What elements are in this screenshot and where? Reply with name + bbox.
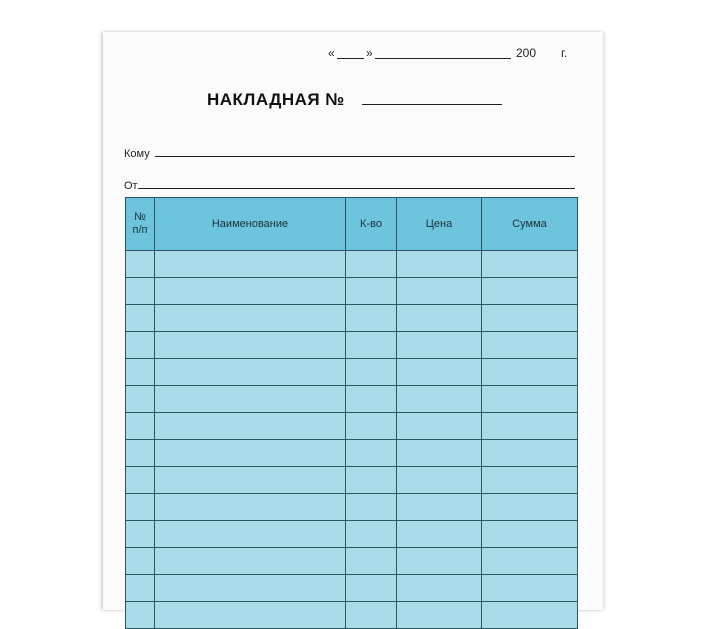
table-row [126, 467, 578, 494]
table-cell[interactable] [397, 251, 482, 278]
table-cell[interactable] [482, 305, 578, 332]
table-header-row [126, 198, 578, 251]
table-cell[interactable] [346, 278, 397, 305]
table-cell[interactable] [346, 602, 397, 629]
col-header-quantity [346, 198, 397, 251]
table-cell[interactable] [482, 467, 578, 494]
table-row [126, 305, 578, 332]
table-cell[interactable] [482, 386, 578, 413]
invoice-form-page [103, 32, 603, 610]
table-cell[interactable] [397, 467, 482, 494]
table-cell[interactable] [346, 521, 397, 548]
table-cell[interactable] [482, 440, 578, 467]
col-header-name-label: Наименование [211, 217, 289, 230]
table-cell[interactable] [126, 278, 155, 305]
table-cell[interactable] [155, 602, 346, 629]
table-cell[interactable] [482, 278, 578, 305]
table-cell[interactable] [482, 359, 578, 386]
table-cell[interactable] [346, 440, 397, 467]
table-cell[interactable] [397, 440, 482, 467]
table-cell[interactable] [155, 575, 346, 602]
table-cell[interactable] [155, 413, 346, 440]
table-cell[interactable] [397, 332, 482, 359]
table-cell[interactable] [346, 359, 397, 386]
table-cell[interactable] [126, 359, 155, 386]
table-row [126, 359, 578, 386]
table-row [126, 548, 578, 575]
table-cell[interactable] [155, 332, 346, 359]
table-cell[interactable] [482, 521, 578, 548]
table-cell[interactable] [346, 332, 397, 359]
from-field-line[interactable] [138, 188, 575, 189]
table-cell[interactable] [126, 494, 155, 521]
table-cell[interactable] [126, 548, 155, 575]
date-quote-close: » [366, 46, 373, 60]
table-row [126, 251, 578, 278]
table-cell[interactable] [155, 278, 346, 305]
table-row [126, 602, 578, 629]
table-cell[interactable] [126, 575, 155, 602]
table-cell[interactable] [346, 467, 397, 494]
table-body [126, 251, 578, 629]
date-row [103, 46, 603, 64]
table-cell[interactable] [482, 413, 578, 440]
table-cell[interactable] [397, 575, 482, 602]
table-cell[interactable] [155, 305, 346, 332]
table-cell[interactable] [346, 494, 397, 521]
table-cell[interactable] [482, 548, 578, 575]
table-cell[interactable] [482, 494, 578, 521]
table-row [126, 440, 578, 467]
table-cell[interactable] [126, 332, 155, 359]
table-cell[interactable] [482, 251, 578, 278]
table-cell[interactable] [126, 467, 155, 494]
table-cell[interactable] [126, 521, 155, 548]
col-header-price-label: Цена [425, 217, 453, 230]
to-field-line[interactable] [155, 156, 575, 157]
table-row [126, 521, 578, 548]
table-row [126, 413, 578, 440]
invoice-number-line[interactable] [362, 104, 502, 105]
table-cell[interactable] [155, 494, 346, 521]
document-title: НАКЛАДНАЯ № [207, 90, 345, 109]
table-row [126, 332, 578, 359]
table-cell[interactable] [155, 386, 346, 413]
table-cell[interactable] [397, 359, 482, 386]
date-day-line[interactable] [337, 46, 364, 59]
table-cell[interactable] [397, 305, 482, 332]
col-header-price [397, 198, 482, 251]
table-cell[interactable] [155, 440, 346, 467]
table-cell[interactable] [397, 413, 482, 440]
table-cell[interactable] [155, 548, 346, 575]
table-row [126, 575, 578, 602]
table-cell[interactable] [126, 440, 155, 467]
table-cell[interactable] [346, 386, 397, 413]
invoice-table [125, 197, 578, 629]
to-label: Кому [124, 148, 150, 160]
date-year-prefix: 200 [516, 46, 537, 60]
table-cell[interactable] [482, 602, 578, 629]
date-year-suffix: г. [561, 46, 568, 60]
table-row [126, 386, 578, 413]
table-row [126, 494, 578, 521]
col-header-sum [482, 198, 578, 251]
table-row [126, 278, 578, 305]
col-header-sum-label: Сумма [512, 217, 547, 230]
table-cell[interactable] [346, 548, 397, 575]
table-cell[interactable] [346, 251, 397, 278]
table-cell[interactable] [482, 332, 578, 359]
table-cell[interactable] [155, 467, 346, 494]
from-label: От [124, 180, 138, 192]
table-cell[interactable] [126, 413, 155, 440]
table-cell[interactable] [126, 305, 155, 332]
table-cell[interactable] [126, 386, 155, 413]
table-cell[interactable] [126, 251, 155, 278]
table-cell[interactable] [397, 386, 482, 413]
table-cell[interactable] [346, 575, 397, 602]
table-cell[interactable] [482, 575, 578, 602]
col-header-quantity-label: К-во [360, 217, 382, 230]
table-cell[interactable] [155, 521, 346, 548]
col-header-name [155, 198, 346, 251]
table-cell[interactable] [155, 251, 346, 278]
col-header-number-label: № п/п [132, 211, 148, 236]
table-cell[interactable] [397, 494, 482, 521]
table-cell[interactable] [126, 602, 155, 629]
col-header-number [126, 198, 155, 251]
table-cell[interactable] [397, 278, 482, 305]
table-cell[interactable] [397, 548, 482, 575]
date-month-line[interactable] [375, 46, 511, 59]
table-cell[interactable] [155, 359, 346, 386]
table-cell[interactable] [397, 521, 482, 548]
table-cell[interactable] [397, 602, 482, 629]
table-cell[interactable] [346, 305, 397, 332]
date-quote-open: « [328, 46, 335, 60]
table-cell[interactable] [346, 413, 397, 440]
